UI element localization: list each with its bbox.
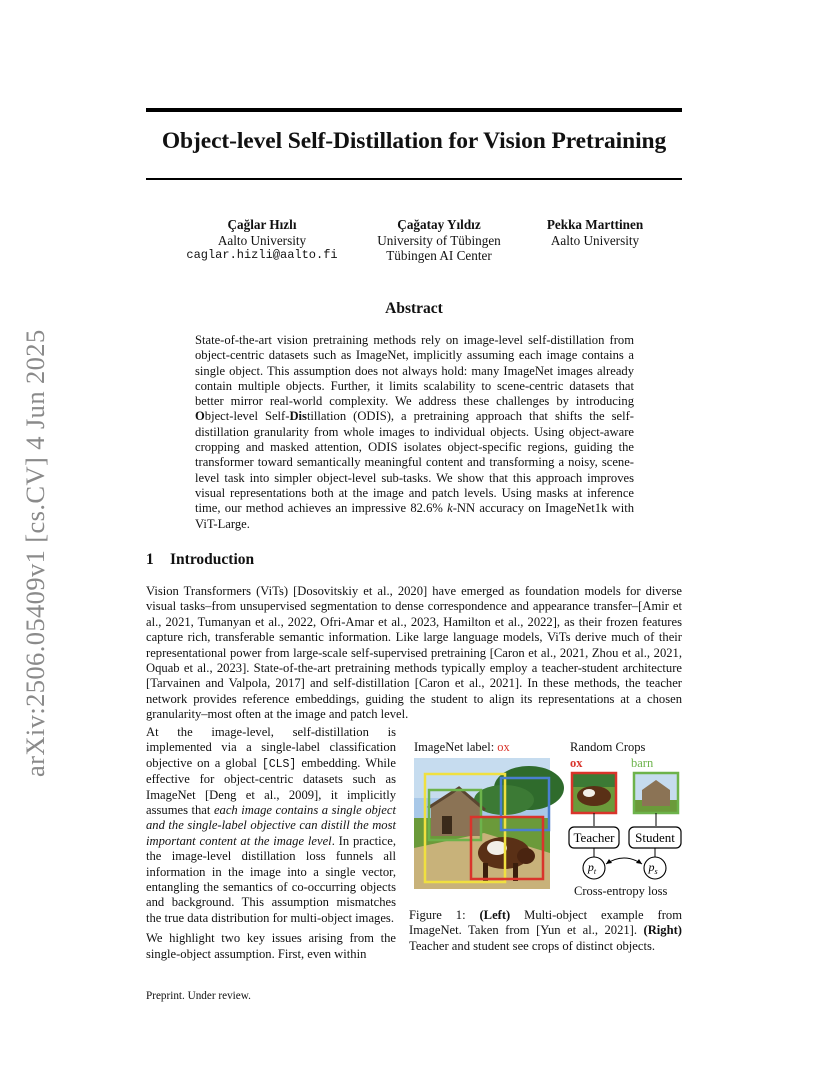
teacher-label: Teacher (573, 830, 615, 845)
paragraph-text: . In practice, the image-level distillation loss funnels all information in the image into a single vector, entangling the semantics of co-occurring objects and background. This assumption mismatches the true data distribution for multi-object images. (146, 833, 397, 925)
author-block-2 (364, 217, 514, 264)
paragraph-text: embedding. While effective for object-centric datasets such as ImageNet [Deng et al., 2009], it implicitly assumes that (146, 755, 396, 818)
author-affiliation: University of Tübingen (377, 232, 501, 248)
ps-label: $p_s$ (648, 860, 658, 876)
figure-1 (409, 738, 682, 906)
abstract-text: bject-level Self- (204, 409, 290, 424)
section-number: 1 (146, 551, 154, 568)
author-email[interactable]: caglar.hizli@aalto.fi (186, 248, 338, 262)
intro-paragraph-2 (146, 725, 396, 926)
loss-label: Cross-entropy loss (574, 884, 668, 898)
preprint-footnote: Preprint. Under review. (146, 990, 251, 1002)
paragraph-italic: each image contains a single object and the single-label objective can distill the most important content at the image level (146, 803, 396, 848)
caption-text: Multi-object example from ImageNet. Taken from [Yun et al., 2021]. (409, 908, 682, 938)
random-crops-title: Random Crops (570, 740, 646, 754)
author-affiliation: Aalto University (550, 232, 640, 248)
author-name: Çağatay Yıldız (397, 217, 481, 232)
crop-ox-image (572, 773, 616, 813)
figure-1-graphic (409, 738, 682, 906)
author-name: Pekka Marttinen (546, 217, 644, 232)
imagenet-label: ImageNet label: ox (414, 740, 510, 754)
author-affiliation-2: Tübingen AI Center (386, 248, 492, 263)
crop-barn-image (634, 773, 678, 813)
title-bottom-rule (146, 178, 682, 180)
abstract-math: k (447, 501, 453, 516)
abstract-bold: O (195, 409, 205, 424)
crop-label-barn: barn (631, 756, 654, 770)
figure-1-caption (409, 908, 682, 954)
cls-token: [CLS] (261, 757, 297, 771)
abstract-bold: Dis (289, 409, 307, 424)
section-heading (146, 551, 254, 569)
crop-label-ox: ox (570, 756, 583, 770)
author-affiliation: Aalto University (217, 232, 307, 248)
section-title: Introduction (170, 551, 255, 568)
abstract-text: State-of-the-art vision pretraining methods rely on image-level self-distillation from object-centric datasets such as ImageNet, implicitly assuming each image contains a single object. This assumption does not always hold: many ImageNet images already contain multiple objects. Further, it limits scalability to scene-centric datasets that better mirror real-world complexity. We address these challenges by introducing (195, 333, 634, 409)
abstract-body (195, 333, 634, 532)
abstract-math: 82.6% (410, 501, 443, 516)
intro-left-column (146, 725, 396, 962)
imagenet-label-value: ox (497, 740, 510, 754)
caption-text: Teacher and student see crops of distinct objects. (409, 938, 656, 953)
caption-right-bold: (Right) (643, 923, 682, 938)
arxiv-identifier: arXiv:2506.05409v1 [cs.CV] 4 Jun 2025 (20, 329, 50, 777)
author-name: Çağlar Hızlı (227, 217, 297, 232)
paper-title: Object-level Self-Distillation for Vision Pretraining (161, 128, 667, 154)
title-top-rule (146, 108, 682, 112)
student-label: Student (635, 830, 675, 845)
abstract-text: tillation (ODIS), a pretraining approach that shifts the self-distillation granularity from whole images to individual objects. Using object-aware cropping and masked attention, ODIS isolates object-specific regions, guiding the transformer toward semantically meaningful content and transforming a noisy, scene-level task into simpler object-level sub-tasks. We show that this approach improves visual representations both at the image and patch levels. Using masks at inference time, our method achieves an impressive (195, 409, 635, 516)
caption-prefix: Figure 1: (409, 908, 480, 922)
author-block-3 (530, 217, 660, 248)
intro-paragraph-3: We highlight two key issues arising from the single-object assumption. First, even within (146, 931, 396, 961)
abstract-heading: Abstract (385, 300, 443, 317)
paragraph-text: At the image-level, self-distillation is implemented via a single-label classification objective on a global (146, 725, 396, 770)
paragraph-text: Vision Transformers (ViTs) [Dosovitskiy et al., 2020] have emerged as foundation models for diverse visual tasks–from unsupervised segmentation to dense correspondence and appearance transfer–[Amir et al., 2021, Tumanyan et al., 2022, Ofri-Amar et al., 2023, Hamilton et al., 2022], as their frozen features capture rich, transferable semantic information. Like large language models, ViTs derive much of their representational power from large-scale self-supervised pretraining [Caron et al., 2021, Zhou et al., 2021, Oquab et al., 2023]. State-of-the-art pretraining methods typically employ a teacher-student architecture [Tarvainen and Valpola, 2017] and self-distillation [Caron et al., 2021]. In these methods, the teacher network provides reference embeddings, guiding the student to align its representations at a chosen granularity–most often at the image and patch level. (146, 584, 682, 722)
abstract-text: -NN accuracy on ImageNet1k with ViT-Large. (195, 501, 634, 531)
caption-left-bold: (Left) (479, 908, 511, 922)
author-block-1 (182, 217, 342, 264)
intro-paragraph-1 (146, 584, 682, 723)
pt-label: $p_t$ (587, 860, 597, 876)
